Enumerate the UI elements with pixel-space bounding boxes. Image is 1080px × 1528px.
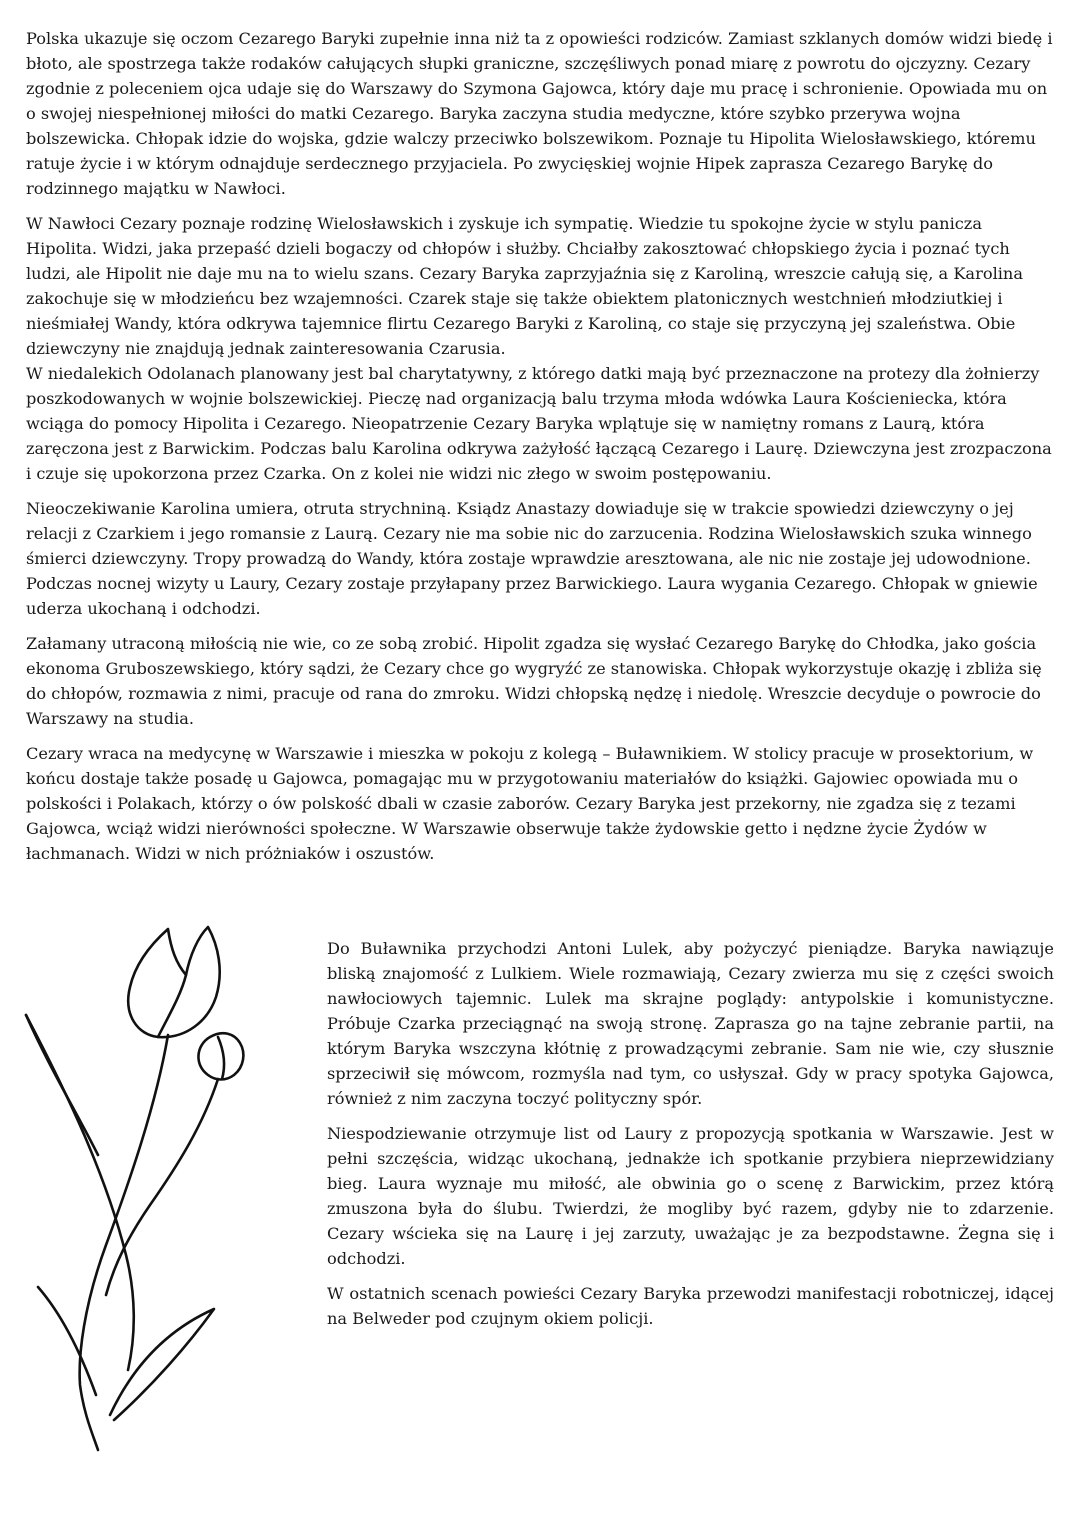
paragraph-3: W niedalekich Odolanach planowany jest bal charytatywny, z którego datki mają być przeznaczone na protezy dla żołnierzy poszkodowanych w wojnie bolszewickiej. Pieczę nad organizacją balu trzyma młoda wdówka Laura Kościeniecka, która wciąga do pomocy Hipolita i Cezarego. Nieopatrzenie Cezary Baryka wplątuje się w namiętny romans z Laurą, która zaręczona jest z Barwickim. Podczas balu Karolina odkrywa zażyłość łączącą Cezarego i Laurę. Dziewczyna jest zrozpaczona i czuje się upokorzona przez Czarka. On z kolei nie widzi nic złego w swoim postępowaniu. [26,364,1052,483]
paragraph-7: Do Buławnika przychodzi Antoni Lulek, aby pożyczyć pieniądze. Baryka nawiązuje bliską znajomość z Lulkiem. Wiele rozmawiają, Cezary zwierza mu się z części swoich nawłociowych tajemnic. Lulek ma skrajne poglądy: antypolskie i komunistyczne. Próbuje Czarka przeciągnąć na swoją stronę. Zaprasza go na tajne zebranie partii, na którym Baryka wszczyna kłótnię z prowadzącymi zebranie. Sam nie wie, czy słusznie sprzeciwił się mówcom, rozmyśla nad tym, co usłyszał. Gdy w pracy spotyka Gajowca, również z nim zaczyna toczyć polityczny spór. [327,939,1054,1108]
summary-side-text [327,936,1054,1341]
paragraph-8: Niespodziewanie otrzymuje list od Laury z propozycją spotkania w Warszawie. Jest w pełni szczęścia, widząc ukochaną, jednakże ich spotkanie przybiera nieprzewidziany bieg. Laura wyznaje mu miłość, ale obwinia go o scenę z Barwickim, przez którą zmuszona była do ślubu. Twierdzi, że mogliby być razem, gdyby nie to zdarzenie. Cezary wścieka się na Laurę i jej zarzuty, uważając je za bezpodstawne. Żegna się i odchodzi. [327,1124,1054,1268]
summary-top-text [26,26,1056,876]
paragraph-2: W Nawłoci Cezary poznaje rodzinę Wielosławskich i zyskuje ich sympatię. Wiedzie tu spokojne życie w stylu panicza Hipolita. Widzi, jaka przepaść dzieli bogaczy od chłopów i służby. Chciałby zakosztować chłopskiego życia i poznać tych ludzi, ale Hipolit nie daje mu na to wielu szans. Cezary Baryka zaprzyjaźnia się z Karoliną, wreszcie całują się, a Karolina zakochuje się w młodzieńcu bez wzajemności. Czarek staje się także obiektem platonicznych westchnień młodziutkiej i nieśmiałej Wandy, która odkrywa tajemnice flirtu Cezarego Baryki z Karoliną, co staje się przyczyną jej szaleństwa. Obie dziewczyny nie znajdują jednak zainteresowania Czarusia. [26,214,1024,358]
paragraph-6: Cezary wraca na medycynę w Warszawie i mieszka w pokoju z kolegą – Buławnikiem. W stolicy pracuje w prosektorium, w końcu dostaje także posadę u Gajowca, pomagając mu w przygotowaniu materiałów do książki. Gajowiec opowiada mu o polskości i Polakach, którzy o ów polskość dbali w czasie zaborów. Cezary Baryka jest przekorny, nie zgadza się z tezami Gajowca, wciąż widzi nierówności społeczne. W Warszawie obserwuje także żydowskie getto i nędzne życie Żydów w łachmanach. Widzi w nich próżniaków i oszustów. [26,744,1034,863]
paragraph-4: Nieoczekiwanie Karolina umiera, otruta strychniną. Ksiądz Anastazy dowiaduje się w trakcie spowiedzi dziewczyny o jej relacji z Czarkiem i jego romansie z Laurą. Cezary nie ma sobie nic do zarzucenia. Rodzina Wielosławskich szuka winnego śmierci dziewczyny. Tropy prowadzą do Wandy, która zostaje wprawdzie aresztowana, ale nic nie zostaje jej udowodnione. Podczas nocnej wizyty u Laury, Cezary zostaje przyłapany przez Barwickiego. Laura wygania Cezarego. Chłopak w gniewie uderza ukochaną i odchodzi. [26,499,1038,618]
paragraph-5: Załamany utraconą miłością nie wie, co ze sobą zrobić. Hipolit zgadza się wysłać Cezarego Barykę do Chłodka, jako gościa ekonoma Gruboszewskiego, który sądzi, że Cezary chce go wygryźć ze stanowiska. Chłopak wykorzystuje okazję i zbliża się do chłopów, rozmawia z nimi, pracuje od rana do zmroku. Widzi chłopską nędzę i niedolę. Wreszcie decyduje o powrocie do Warszawy na studia. [26,634,1042,728]
tulip-icon [18,915,308,1480]
paragraph-1: Polska ukazuje się oczom Cezarego Baryki zupełnie inna niż ta z opowieści rodziców. Zamiast szklanych domów widzi biedę i błoto, ale spostrzega także rodaków całujących słupki graniczne, szczęśliwych ponad miarę z powrotu do ojczyzny. Cezary zgodnie z poleceniem ojca udaje się do Warszawy do Szymona Gajowca, który daje mu pracę i schronienie. Opowiada mu on o swojej niespełnionej miłości do matki Cezarego. Baryka zaczyna studia medyczne, które szybko przerywa wojna bolszewicka. Chłopak idzie do wojska, gdzie walczy przeciwko bolszewikom. Poznaje tu Hipolita Wielosławskiego, któremu ratuje życie i w którym odnajduje serdecznego przyjaciela. Po zwycięskiej wojnie Hipek zaprasza Cezarego Barykę do rodzinnego majątku w Nawłoci. [26,29,1053,198]
paragraph-9: W ostatnich scenach powieści Cezary Baryka przewodzi manifestacji robotniczej, idącej na Belweder pod czujnym okiem policji. [327,1284,1054,1328]
